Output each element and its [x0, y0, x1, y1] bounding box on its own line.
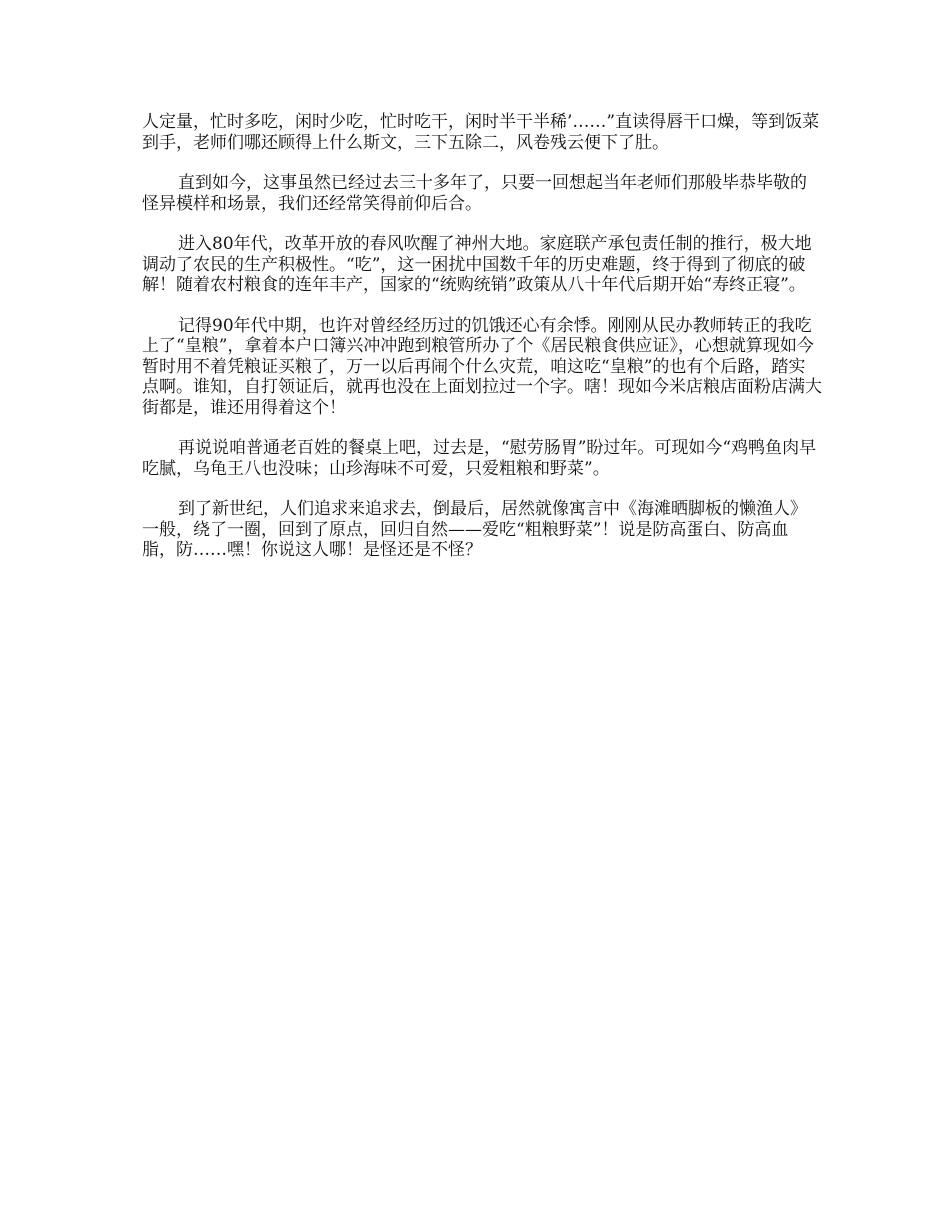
paragraph-1: 人定量，忙时多吃，闲时少吃，忙时吃干，闲时半干半稀’……”直读得唇干口燥，等到饭菜到手，老师们哪还顾得上什么斯文，三下五除二，风卷残云便下了肚。 — [142, 112, 820, 153]
paragraph-3: 进入80年代，改革开放的春风吹醒了神州大地。家庭联产承包责任制的推行，极大地调动了农民的生产积极性。“吃”，这一困扰中国数千年的历史难题，终于得到了彻底的破解！随着农村粮食的连年丰产，国家的“统购统销”政策从八十年代后期开始“寿终正寝”。 — [142, 234, 812, 295]
paragraph-5: 再说说咱普通老百姓的餐桌上吧，过去是，“慰劳肠胃”盼过年。可现如今“鸡鸭鱼肉早吃腻，乌龟王八也没味；山珍海味不可爱，只爱粗粮和野菜”。 — [142, 438, 817, 479]
document-body — [142, 112, 822, 581]
paragraph-6: 到了新世纪，人们追求来追求去，倒最后，居然就像寓言中《海滩晒脚板的懒渔人》一般，绕了一圈，回到了原点，回归自然——爱吃“粗粮野菜”！说是防高蛋白、防高血脂，防……嘿！你说这人哪！是怪还是不怪？ — [142, 499, 807, 560]
paragraph-4: 记得90年代中期，也许对曾经经历过的饥饿还心有余悸。刚刚从民办教师转正的我吃上了“皇粮”，拿着本户口簿兴冲冲跑到粮管所办了个《居民粮食供应证》，心想就算现如今暂时用不着凭粮证买粮了，万一以后再闹个什么灾荒，咱这吃“皇粮”的也有个后路，踏实点啊。谁知，自打领证后，就再也没在上面划拉过一个字。嗐！现如今米店粮店面粉店满大街都是，谁还用得着这个！ — [142, 315, 822, 418]
paragraph-2: 直到如今，这事虽然已经过去三十多年了，只要一回想起当年老师们那般毕恭毕敬的怪异模样和场景，我们还经常笑得前仰后合。 — [142, 173, 807, 214]
